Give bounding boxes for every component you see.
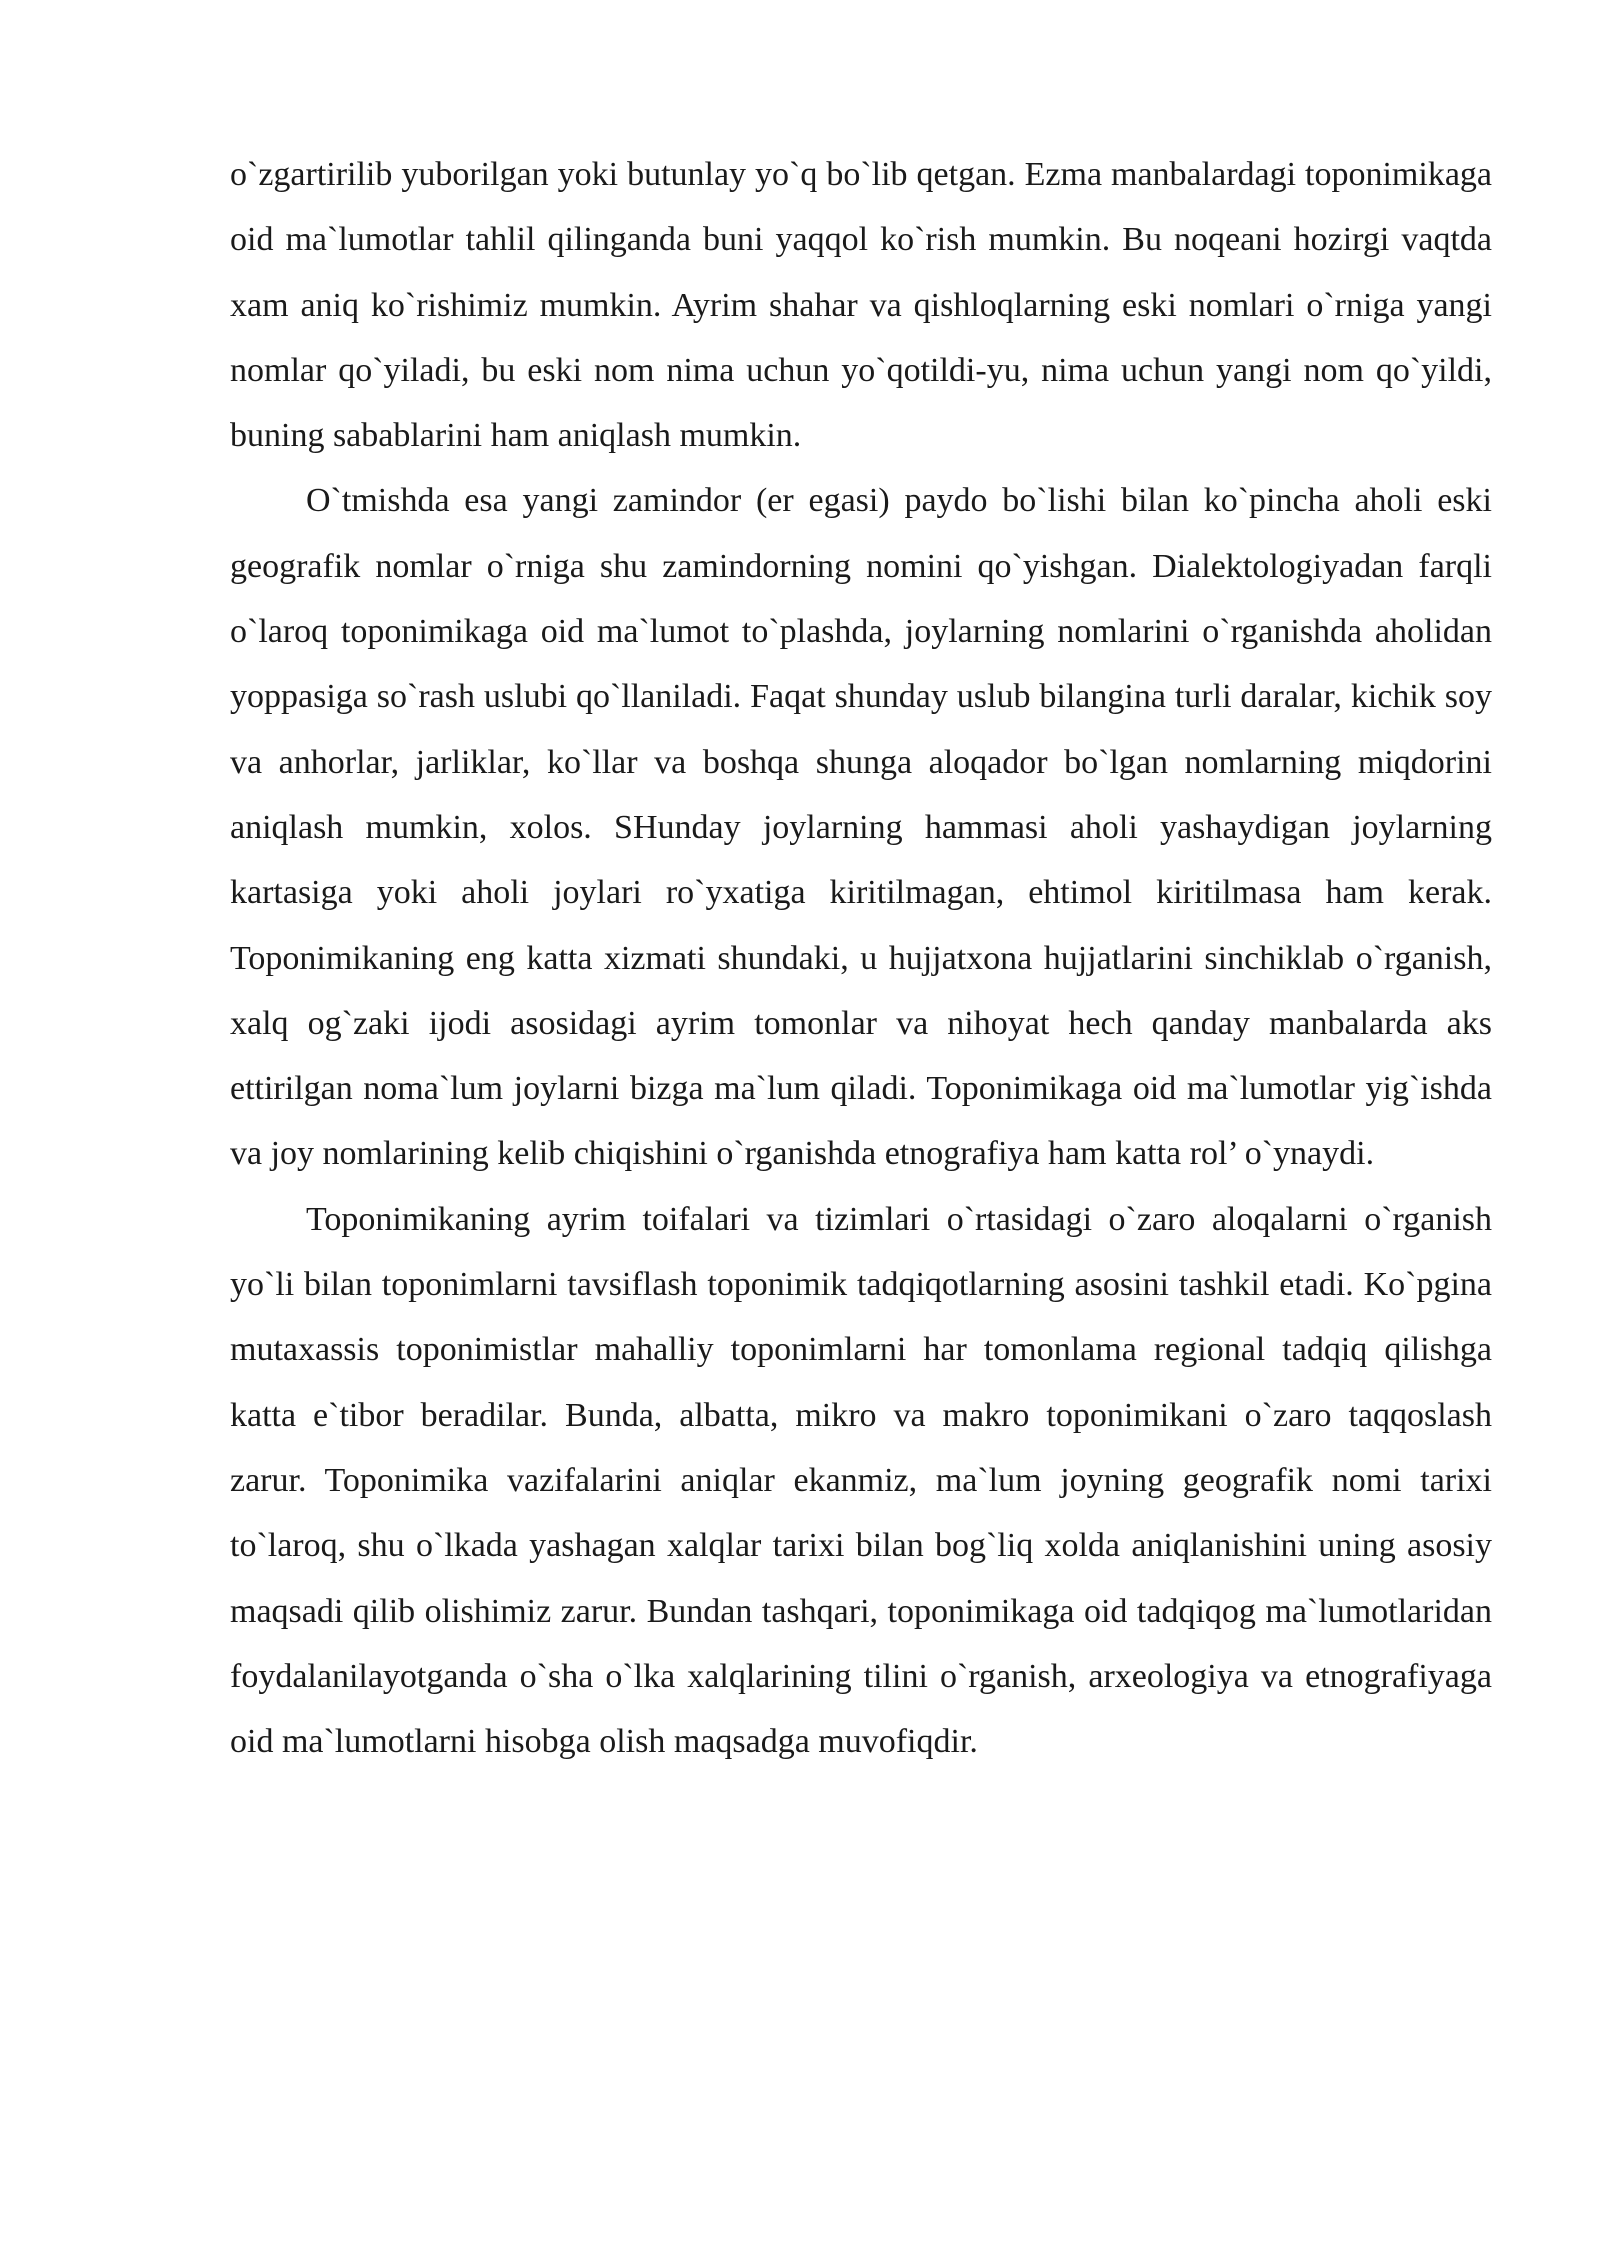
document-body [230,142,1492,1774]
paragraph-1: o`zgartirilib yuborilgan yoki butunlay yo`q bo`lib qetgan. Ezma manbalardagi toponimikaga oid ma`lumotlar tahlil qilinganda buni yaqqol ko`rish mumkin. Bu noqeani hozirgi vaqtda xam aniq ko`rishimiz mumkin. Ayrim shahar va qishloqlarning eski nomlari o`rniga yangi nomlar qo`yiladi, bu eski nom nima uchun yo`qotildi-yu, nima uchun yangi nom qo`yildi, buning sabablarini ham aniqlash mumkin. [230,156,1492,455]
paragraph-3: Toponimikaning ayrim toifalari va tizimlari o`rtasidagi o`zaro aloqalarni o`rganish yo`li bilan toponimlarni tavsiflash toponimik tadqiqotlarning asosini tashkil etadi. Ko`pgina mutaxassis toponimistlar mahalliy toponimlarni har tomonlama regional tadqiq qilishga katta e`tibor beradilar. Bunda, albatta, mikro va makro toponimikani o`zaro taqqoslash zarur. Toponimika vazifalarini aniqlar ekanmiz, ma`lum joyning geografik nomi tarixi to`laroq, shu o`lkada yashagan xalqlar tarixi bilan bog`liq xolda aniqlanishini uning asosiy maqsadi qilib olishimiz zarur. Bundan tashqari, toponimikaga oid tadqiqog ma`lumotlaridan foydalanilayotganda o`sha o`lka xalqlarining tilini o`rganish, arxeologiya va etnografiyaga oid ma`lumotlarni hisobga olish maqsadga muvofiqdir. [230,1200,1492,1761]
paragraph-2: O`tmishda esa yangi zamindor (er egasi) paydo bo`lishi bilan ko`pincha aholi eski geografik nomlar o`rniga shu zamindorning nomini qo`yishgan. Dialektologiyadan farqli o`laroq toponimikaga oid ma`lumot to`plashda, joylarning nomlarini o`rganishda aholidan yoppasiga so`rash uslubi qo`llaniladi. Faqat shunday uslub bilangina turli daralar, kichik soy va anhorlar, jarliklar, ko`llar va boshqa shunga aloqador bo`lgan nomlarning miqdorini aniqlash mumkin, xolos. SHunday joylarning hammasi aholi yashaydigan joylarning kartasiga yoki aholi joylari ro`yxatiga kiritilmagan, ehtimol kiritilmasa ham kerak. Toponimikaning eng katta xizmati shundaki, u hujjatxona hujjatlarini sinchiklab o`rganish, xalq og`zaki ijodi asosidagi ayrim tomonlar va nihoyat hech qanday manbalarda aks ettirilgan noma`lum joylarni bizga ma`lum qiladi. Toponimikaga oid ma`lumotlar yig`ishda va joy nomlarining kelib chiqishini o`rganishda etnografiya ham katta rol’ o`ynaydi. [230,482,1492,1173]
